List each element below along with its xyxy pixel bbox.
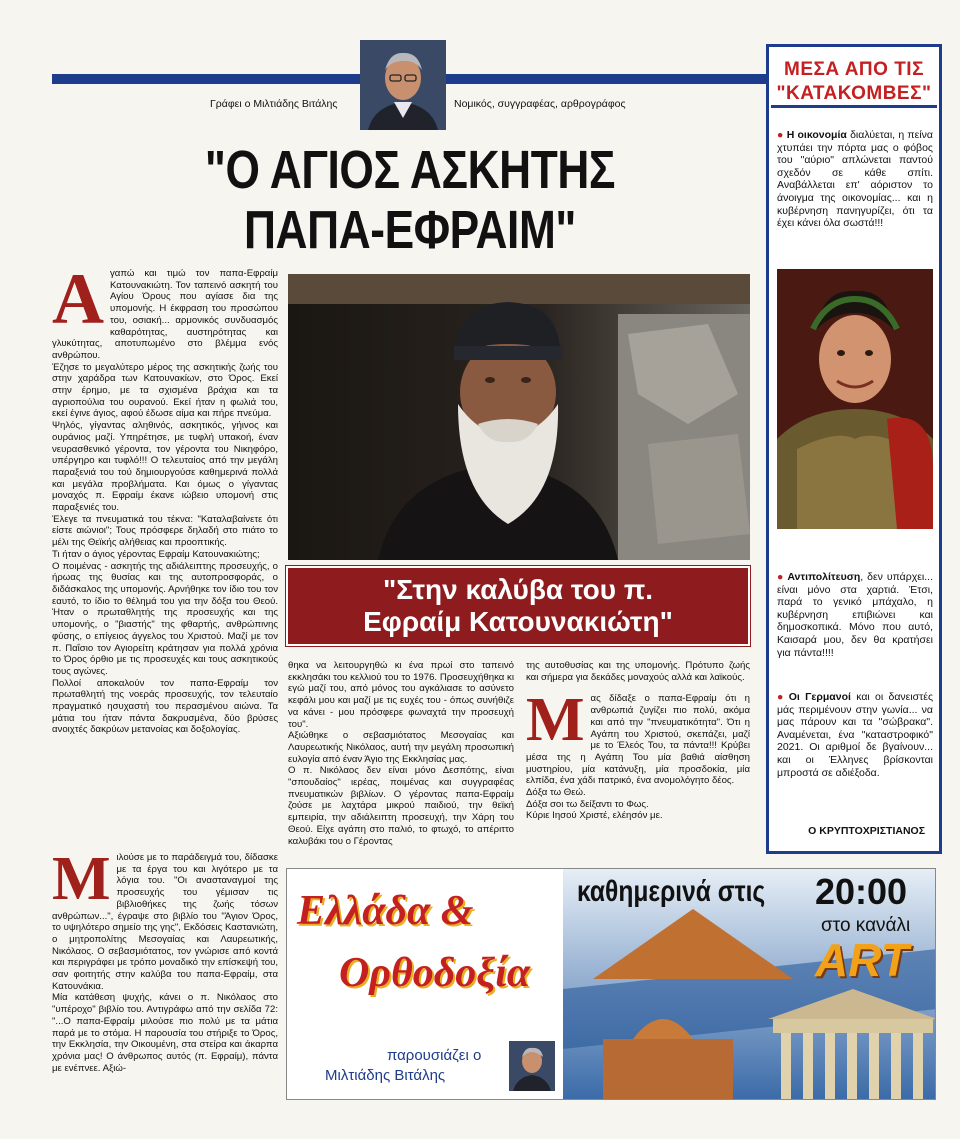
elder-photo [288,274,750,560]
closing-line: Δόξα τω Θεώ. [526,787,586,799]
closing-line: Δόξα σοι τω δείξαντι το Φως. [526,798,649,810]
paragraph: της αυτοθυσίας και της υπομονής. Πρότυπο ζωής και σήμερα για δεκάδες μοναχούς αλλά και λαϊκούς. [526,660,750,683]
sidebar-signature: Ο ΚΡΥΠΤΟΧΡΙΣΤΙΑΝΟΣ [808,825,925,837]
paragraph: Έλεγε τα πνευματικά του τέκνα: "Καταλαβαίνετε ότι είστε αιώνιοι"; Τους πρόσφερε δηλαδή στο πιάτο το μέλι της Θεϊκής αλήθειας και προοπτικής. [52,513,278,549]
sidebar-item-opposition: ● Αντιπολίτευση, δεν υπάρχει... είναι μόνο στα χαρτιά. Έτσι, παρά το γενικό μπάχαλο, η κυβέρνηση επιβιώνει και δημοσκοπικά. Μόνο που αυτό, Καισαρά μου, δεν θα κρατήσει για πάντα!!!! [777,571,934,659]
paragraph: Πολλοί αποκαλούν τον παπα-Εφραίμ τον πρωταθλητή της νοεράς προσευχής, τον τελευταίο πραγματικό ησυχαστή του περασμένου αιώνα. Τα μάτια του ήταν πάντα δακρυσμένα, δύο βρύσες ανοιχτές δακρύων μετανοίας και δοξολογίας. [52,677,278,736]
byline-role: Νομικός, συγγραφέας, αρθρογράφος [454,98,626,110]
paragraph: Τι ήταν ο άγιος γέροντας Εφραίμ Κατουνακιώτης; [52,548,260,560]
headline-line1: "Ο ΑΓΙΟΣ ΑΣΚΗΤΗΣ [204,140,616,200]
sidebar-rule [771,105,937,108]
dropcap: Α [52,259,104,339]
headline-line2: ΠΑΠΑ-ΕΦΡΑΙΜ" [243,200,577,260]
ad-channel-pre: στο κανάλι [821,915,911,936]
closing-line: Κύριε Ιησού Χριστέ, ελέησόν με. [526,810,663,822]
ad-presents: παρουσιάζει ο [387,1047,482,1064]
paragraph: Ο ποιμένας - ασκητής της αδιάλειπτης προσευχής, ο ήρωας της θυσίας και της αυτοπροσφοράς, ο διδάσκαλος της υπομονής. Αρνήθηκε τον ίδιο του τον εαυτό, το ίδιο το θέλημά του για την δόξα του Θεού. Ήταν ο πρωταθλητής της προσευχής και της υπομονής, ο "βιαστής" της φθαρτής, ανθρώπινης φύσης, ο επίγειος άγγελος του Χριστού. Μαζί με τον π. Παΐσιο τον Αγιορείτη κράτησαν για πολλά χρόνια το Όρος όρθιο με τις προσευχές και τους ασκητικούς τους αγώνες. [52,560,278,677]
sidebar-title2: "ΚΑΤΑΚΟΜΒΕΣ" [776,83,932,104]
sidebar-box [766,44,942,854]
dropcap: Μ [52,845,111,913]
ad-host: Μιλτιάδης Βιτάλης [325,1067,446,1084]
header-rule-left [52,74,360,84]
sidebar-title1: ΜΕΣΑ ΑΠΟ ΤΙΣ [784,59,924,80]
article-col3 [526,660,750,822]
dropcap: Μ [526,686,585,755]
paragraph: Αξιώθηκε ο σεβασμιότατος Μεσογαίας και Λαυρεωτικής Νικόλαος, αυτή την μεγάλη προσωπική ευλογία από έναν Άγιο της Εκκλησίας μας. [288,730,514,765]
author-portrait [360,40,446,130]
header-rule-right [446,74,766,84]
paragraph: Μία κατάθεση ψυχής, κάνει ο π. Νικόλαος στο "υπέροχο" βιβλίο του. Αντιγράφω από την σελίδα 72: "...Ο παπα-Εφραίμ μιλούσε πιο πολύ με τα μάτια παρά με το στόμα. Η παρουσία του στήριξε το Όρος, την Εκκλησία, την Οικουμένη, στα στείρα και άκαρπα χρόνια μας! Ο άνθρωπος αυτός (π. Εφραίμ), πάντα με ενέπνεε. Αξιώ- [52,992,278,1074]
paragraph: ιλούσε με το παράδειγμά του, δίδασκε με τα έργα του και λιγότερο με τα λόγια του. "Οι ανασταναγμοί της προσευχής του γέμισαν τις βιβλιοθήκες της ζωής τόσων ανθρώπων...", έγραψε στο βιβλίο του "Άγιον Όρος, το υψηλότερο σημείο της γης", Εκδόσεις Καστανιώτη, ο μητροπολίτης Μεσογαίας και Λαυρεωτικής, Νικόλαος. Ο σεβασμιότατος, τον γνώρισε από κοντά και περιγράφει με τρόπο μοναδικό την επίσκεψή του, σαν φοιτητής στην καλύβα του παπα-Εφραίμ, στα Κατουνάκια. [52,852,278,992]
caricature-photo [777,269,933,529]
sidebar-item-germans: ● Οι Γερμανοί και οι δανειστές μάς περιμένουν στην γωνία... να μας πάρουν και τα "σώβρακα". Αναμένεται, ένα "καταστροφικό" 2021. Οι αριθμοί δε βγαίνουν... και οι Έλληνες βρίσκονται μπροστά σε αδιέξοδα. [777,691,934,779]
article-col1 [52,259,278,736]
ad-schedule: καθημερινά στις [577,875,766,908]
banner-line1: "Στην καλύβα του π. [382,574,654,605]
ad-title2: Ορθοδοξία [339,950,531,996]
tv-show-ad [286,868,936,1100]
paragraph: θηκα να λειτουργηθώ κι ένα πρωί στο ταπεινό εκκλησάκι του κελλιού του το 1976. Προσευχήθηκα κι εγώ μαζί του, από μόνος του αγκάλιασε το ασύνετο κεφάλι μου και μαζί με τις ευχές του - όπως συνήθιζε να κάνει - μου πρόσφερε φωναχτά την προσευχή του". [288,660,514,730]
ad-channel: ART [815,934,909,986]
ad-title1: Ελλάδα & [297,888,474,934]
sidebar-item-economy: ● Η οικονομία διαλύεται, η πείνα χτυπάει την πόρτα μας ο φόβος του "αύριο" απλώνεται παντού σχεδόν σε κάθε σπίτι. Αναβάλλεται επ' αόριστον το άνοιγμα της οικονομίας... και η κυβέρνηση πανηγυρίζει, ότι τα έχει κάνει όλα σωστά!!! [777,129,933,230]
bullet-icon: ● [777,691,786,703]
paragraph: ας δίδαξε ο παπα-Εφραίμ ότι η ανθρωπιά ζυγίζει πιο πολύ, ακόμα και από την "πνευματικότητα". Ότι η Αγάπη του Χριστού, σκεπάζει, μαζί με το Έλεός Του, τα πάντα!!! Κρύβει μέσα της η Αγάπη Του μία βαθιά αίσθηση μυστηρίου, μία κατάνυξη, μία προσδοκία, μία ελπίδα, ένα χάδι πατρικό, ένα ανομολόγητο δέος. [526,693,750,787]
bullet-icon: ● [777,571,785,583]
banner-line2: Εφραίμ Κατουνακιώτη" [363,606,673,637]
quote-banner [286,566,750,646]
host-thumbnail [509,1041,555,1091]
paragraph: Έζησε το μεγαλύτερο μέρος της ασκητικής ζωής του στην χαράδρα των Κατουνακίων, στο Όρος. Εκεί στην έρημο, με τα σχισμένα βράχια και τα αγριοπούλια του ουρανού. Εκεί ήταν η φωλιά του, εκεί έγινε άγιος, αφού έδωσε αίμα και πήρε πνεύμα. [52,361,278,420]
article-col2 [288,660,514,847]
paragraph: Ο π. Νικόλαος δεν είναι μόνο Δεσπότης, είναι "σπουδαίος" ιερέας, ποιμένας και συγγραφέας πνευματικών βιβλίων. Ο γέροντας παπα-Εφραίμ ζούσε με λαχτάρα μικρού παιδιού, την θεϊκή εμπειρία, την αδιάλειπτη προσευχή, την Χάρη του Θεού. Είχε αγάπη στο παλιό, το φτωχό, το απέριττο καλυβάκι του ο Γέροντας [288,765,514,847]
article-col1-lower [52,845,278,1074]
paragraph: Ψηλός, γίγαντας αληθινός, ασκητικός, γήινος και ουράνιος μαζί. Υπηρέτησε, με τυφλή υπακοή, έναν νευρασθενικό γέροντα, τον γέροντα του Νικηφόρο, υπέργηρο και τυφλό!!! Ο τελευταίος από την μεγάλη παραξενιά του τού δημιουργούσε καθημερινά πολλά και μεγάλα προβλήματα. Και όμως ο γίγαντας μοναχός π. Εφραίμ έκανε ιώβειο υπομονή στις παραξενιές του. [52,420,278,514]
bullet-icon: ● [777,129,784,141]
paragraph: γαπώ και τιμώ τον παπα-Εφραίμ Κατουνακιώτη. Τον ταπεινό ασκητή του Αγίου Όρους που αγίασε δια της υπομονής. Η έκφραση του προσώπου του, οσιακή... αρμονικός συνδυασμός καθαρότητας, αυστηρότητας και γλυκύτητας, αποτυπωμένο στο βλέμμα ενός ανθρώπου. [52,268,278,361]
ad-time: 20:00 [815,871,908,912]
byline-writer: Γράφει ο Μιλτιάδης Βιτάλης [210,98,338,110]
